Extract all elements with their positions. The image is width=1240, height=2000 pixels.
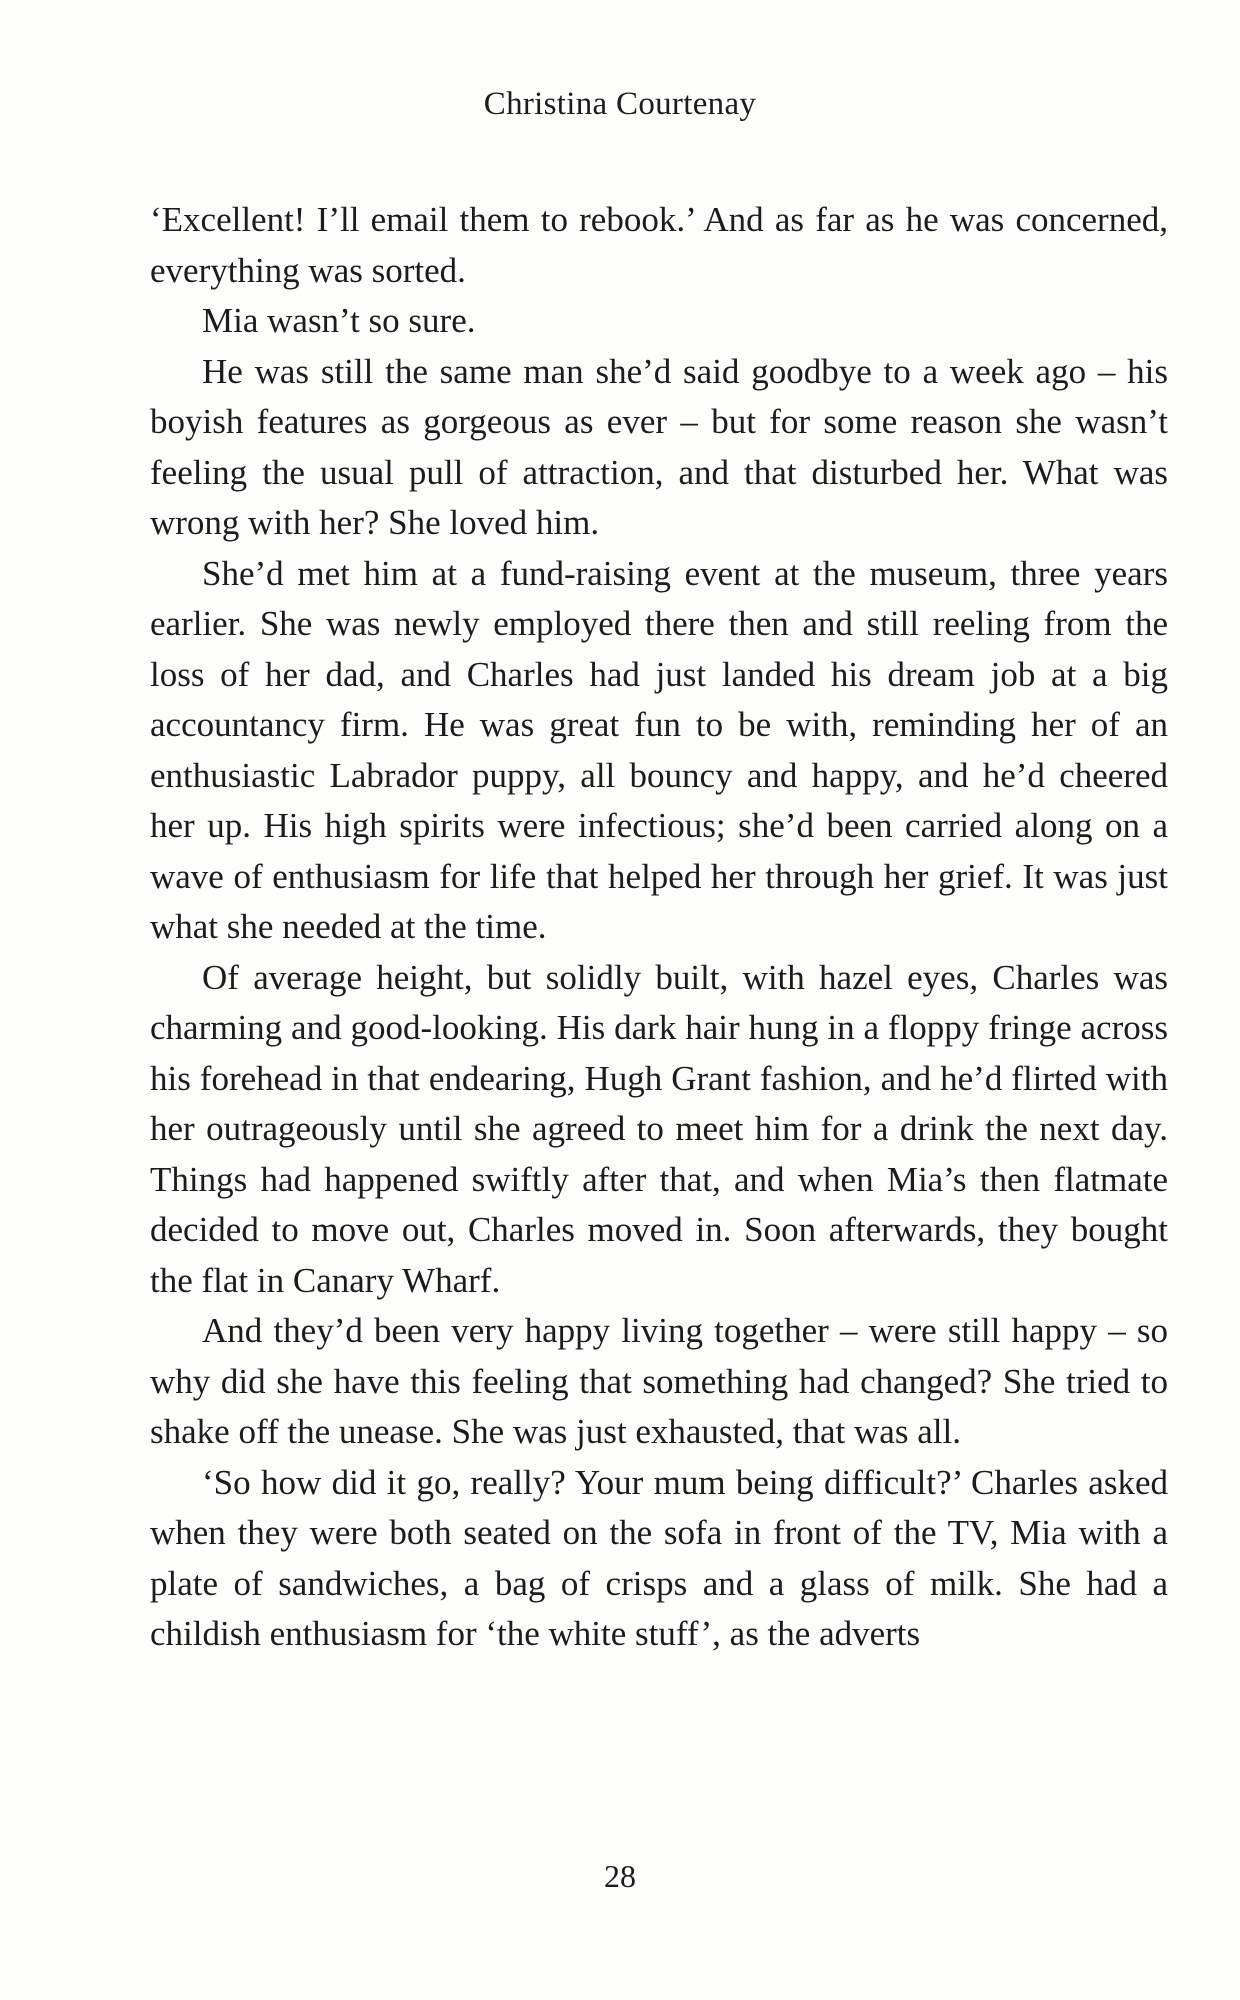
paragraph-3: He was still the same man she’d said goodbye to a week ago – his boyish features as gorgeous as ever – but for some reason she wasn’t feeling the usual pull of attraction, and that disturbed her. What was wrong with her? She loved him. [150, 351, 1168, 542]
paragraph-1: ‘Excellent! I’ll email them to rebook.’ And as far as he was concerned, everything was sorted. [150, 200, 1168, 290]
paragraph-4: She’d met him at a fund-raising event at the museum, three years earlier. She was newly employed there then and still reeling from the loss of her dad, and Charles had just landed his dream job at a big accountancy firm. He was great fun to be with, reminding her of an enthusiastic Labrador puppy, all bouncy and happy, and he’d cheered her up. His high spirits were infectious; she’d been carried along on a wave of enthusiasm for life that helped her through her grief. It was just what she needed at the time. [150, 553, 1168, 946]
body-text [150, 195, 1168, 1660]
paragraph-7: ‘So how did it go, really? Your mum being difficult?’ Charles asked when they were both seated on the sofa in front of the TV, Mia with a plate of sandwiches, a bag of crisps and a glass of milk. She had a childish enthusiasm for ‘the white stuff’, as the adverts [150, 1462, 1168, 1653]
paragraph-2: Mia wasn’t so sure. [202, 301, 476, 340]
running-head-author: Christina Courtenay [483, 86, 757, 122]
paragraph-6: And they’d been very happy living together – were still happy – so why did she have this feeling that something had changed? She tried to shake off the unease. She was just exhausted, that was all. [150, 1311, 1168, 1451]
page-number: 28 [604, 1858, 636, 1894]
paragraph-5: Of average height, but solidly built, with hazel eyes, Charles was charming and good-looking. His dark hair hung in a floppy fringe across his forehead in that endearing, Hugh Grant fashion, and he’d flirted with her outrageously until she agreed to meet him for a drink the next day. Things had happened swiftly after that, and when Mia’s then flatmate decided to move out, Charles moved in. Soon afterwards, they bought the flat in Canary Wharf. [150, 957, 1168, 1300]
